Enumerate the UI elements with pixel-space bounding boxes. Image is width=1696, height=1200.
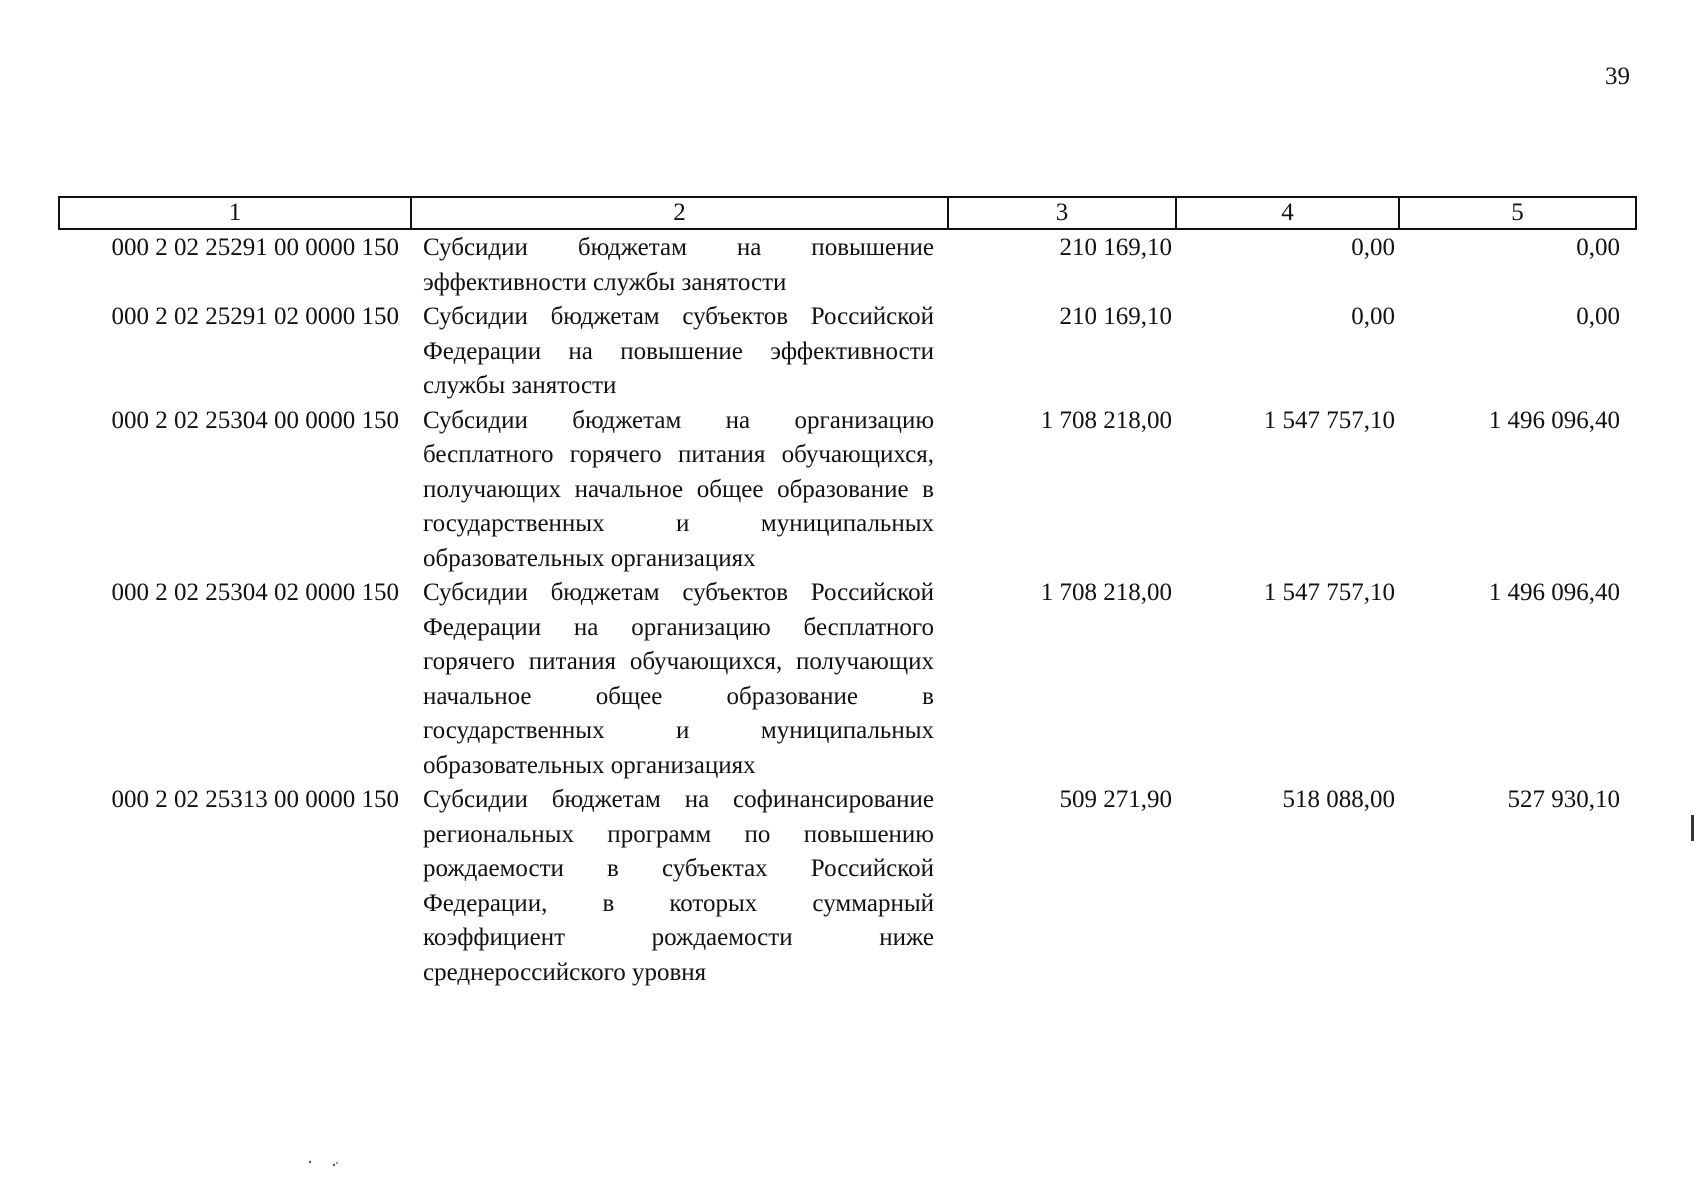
table-header xyxy=(59,197,1636,229)
value-col-4: 518 088,00 xyxy=(1282,786,1395,813)
header-row xyxy=(59,197,1636,229)
header-col-5: 5 xyxy=(1399,197,1636,229)
table-row xyxy=(59,783,1636,990)
value-col-4: 0,00 xyxy=(1351,303,1395,330)
header-col-1: 1 xyxy=(59,197,411,229)
header-col-2: 2 xyxy=(411,197,948,229)
scan-artifact-dots xyxy=(306,1158,346,1168)
budget-table xyxy=(58,196,1637,990)
scan-artifact-mark xyxy=(1691,815,1694,841)
value-col-3: 210 169,10 xyxy=(1059,303,1172,330)
item-name: Субсидии бюджетам субъектов Российской Федерации на повышение эффективности службы занятости xyxy=(423,303,934,399)
table-row xyxy=(59,229,1636,300)
header-col-3: 3 xyxy=(948,197,1176,229)
value-col-3: 1 708 218,00 xyxy=(1040,579,1172,606)
table-body xyxy=(59,229,1636,990)
value-col-3: 210 169,10 xyxy=(1059,234,1172,261)
value-col-3: 1 708 218,00 xyxy=(1040,406,1172,434)
value-col-4: 1 547 757,10 xyxy=(1263,579,1395,606)
item-name: Субсидии бюджетам на организацию бесплатного горячего питания обучающихся, получающих начальное общее образование в государственных и муниципальных образовательных организациях xyxy=(423,406,934,572)
value-col-4: 1 547 757,10 xyxy=(1263,406,1395,434)
value-col-5: 1 496 096,40 xyxy=(1488,406,1620,434)
item-name: Субсидии бюджетам субъектов Российской Федерации на организацию бесплатного горячего питания обучающихся, получающих начальное общее образование в государственных и муниципальных образовательных организациях xyxy=(423,579,934,779)
page-number: 39 xyxy=(1605,63,1630,90)
table-row xyxy=(59,300,1636,404)
table-row xyxy=(59,404,1636,577)
item-name: Субсидии бюджетам на софинансирование региональных программ по повышению рождаемости в субъектах Российской Федерации, в которых суммарный коэффициент рождаемости ниже среднероссийского уровня xyxy=(423,786,934,986)
value-col-5: 0,00 xyxy=(1576,303,1620,330)
header-col-4: 4 xyxy=(1176,197,1399,229)
budget-code: 000 2 02 25313 00 0000 150 xyxy=(111,786,399,813)
value-col-5: 527 930,10 xyxy=(1507,786,1620,813)
value-col-3: 509 271,90 xyxy=(1059,786,1172,813)
table-row xyxy=(59,576,1636,783)
budget-code: 000 2 02 25291 02 0000 150 xyxy=(111,303,399,330)
value-col-5: 0,00 xyxy=(1576,234,1620,261)
budget-code: 000 2 02 25291 00 0000 150 xyxy=(111,234,399,261)
value-col-4: 0,00 xyxy=(1351,234,1395,261)
budget-code: 000 2 02 25304 00 0000 150 xyxy=(111,406,399,434)
budget-code: 000 2 02 25304 02 0000 150 xyxy=(111,579,399,606)
item-name: Субсидии бюджетам на повышение эффективности службы занятости xyxy=(423,234,934,296)
value-col-5: 1 496 096,40 xyxy=(1488,579,1620,606)
